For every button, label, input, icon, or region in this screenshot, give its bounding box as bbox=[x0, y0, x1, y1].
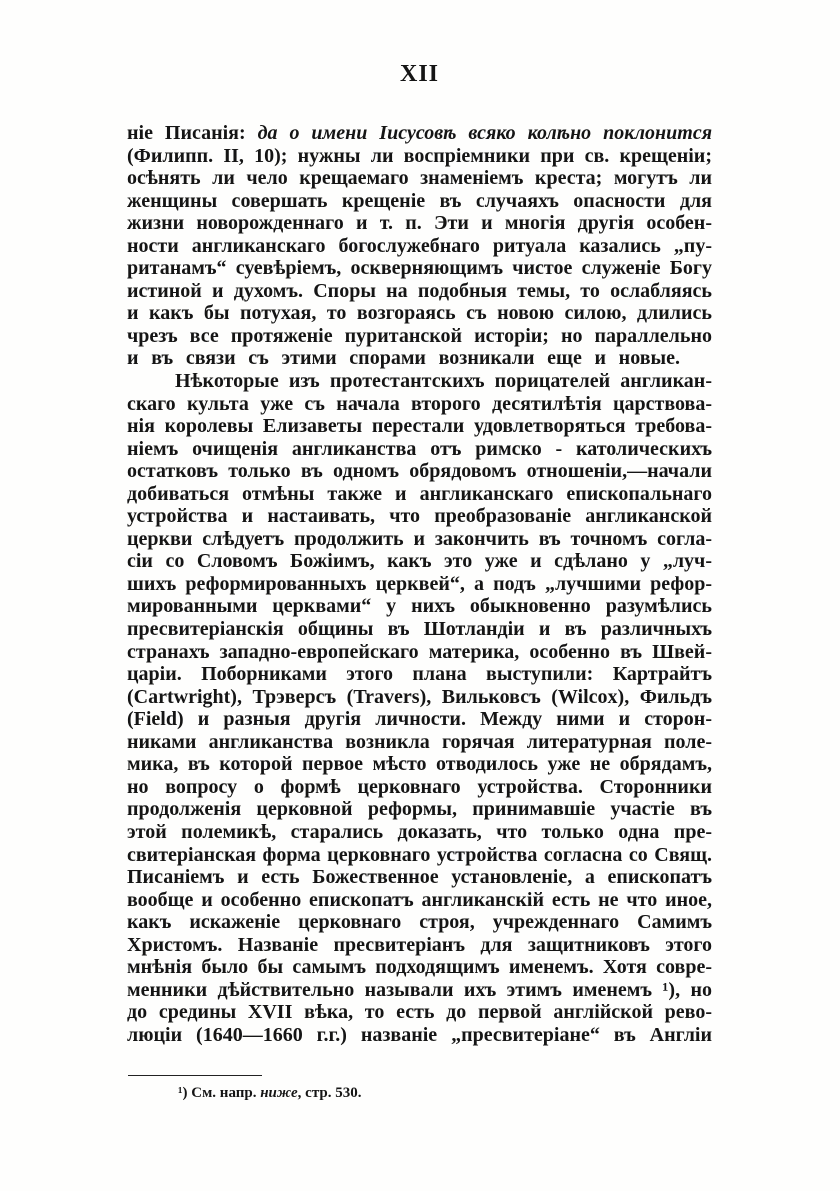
text-line bbox=[127, 844, 712, 867]
paragraph bbox=[127, 122, 712, 370]
footnote-marker: ¹) bbox=[178, 1085, 188, 1101]
text-line-content: до средины XVII вѣка, то есть до первой англійской рево- bbox=[127, 1001, 712, 1024]
text-line-content: продолженія церковной реформы, принимавшіе участіе въ bbox=[127, 798, 712, 821]
text-line bbox=[127, 257, 712, 280]
text-line bbox=[127, 483, 712, 506]
text-line-content: добиваться отмѣны также и англиканскаго епископальнаго bbox=[127, 482, 712, 505]
text-line-content: Нѣкоторые изъ протестантскихъ порицателей англикан- bbox=[175, 370, 712, 393]
text-block bbox=[127, 122, 712, 1046]
text-line bbox=[127, 122, 712, 145]
text-line bbox=[127, 708, 712, 731]
text-line-content bbox=[127, 122, 712, 144]
text-line bbox=[127, 438, 712, 461]
text-line-content: сіи со Словомъ Божіимъ, какъ это уже и сдѣлано у „луч- bbox=[127, 550, 712, 573]
text-line-content: мика, въ которой первое мѣсто отводилось уже не обрядамъ, bbox=[127, 753, 712, 776]
text-line bbox=[127, 370, 712, 393]
text-line-content: мнѣнія было бы самымъ подходящимъ именемъ. Хотя совре- bbox=[127, 956, 712, 979]
text-line bbox=[127, 167, 712, 190]
text-line-content: чрезъ все протяженіе пуританской исторіи; но параллельно bbox=[127, 324, 712, 347]
footnote-text: См. напр. bbox=[191, 1085, 257, 1101]
text-line bbox=[127, 686, 712, 709]
text-line-content: истиной и духомъ. Споры на подобныя темы, то ослабляясь bbox=[127, 279, 712, 302]
text-line bbox=[127, 573, 712, 596]
text-line-content: какъ искаженіе церковнаго строя, учрежденнаго Самимъ bbox=[127, 911, 712, 934]
text-line bbox=[127, 595, 712, 618]
text-line bbox=[127, 1024, 712, 1047]
text-line-content: осѣнять ли чело крещаемаго знаменіемъ креста; могутъ ли bbox=[127, 167, 712, 190]
text-line bbox=[127, 663, 712, 686]
text-line bbox=[127, 347, 712, 370]
text-line-content: женщины совершать крещеніе въ случаяхъ опасности для bbox=[127, 189, 712, 212]
footnote-text: , стр. 530. bbox=[297, 1085, 362, 1101]
text-line-content: Христомъ. Названіе пресвитеріанъ для защитниковъ этого bbox=[127, 933, 712, 956]
text-line bbox=[127, 325, 712, 348]
text-line-content: менники дѣйствительно называли ихъ этимъ именемъ ¹), но bbox=[127, 978, 712, 1001]
text-line-content: Писаніемъ и есть Божественное установленіе, а епископатъ bbox=[127, 866, 712, 889]
text-line-content: свитеріанская форма церковнаго устройства согласна со Свящ. bbox=[127, 843, 712, 866]
text-line-content: ности англиканскаго богослужебнаго ритуала казались „пу- bbox=[127, 234, 712, 257]
paragraph bbox=[127, 370, 712, 1046]
text-line bbox=[127, 753, 712, 776]
text-line-content: и какъ бы потухая, то возгораясь съ новою силою, длились bbox=[127, 302, 712, 325]
text-line bbox=[127, 190, 712, 213]
text-line-content: странахъ западно-европейскаго материка, особенно въ Швей- bbox=[127, 640, 712, 663]
text-line-content: жизни новорожденнаго и т. п. Эти и многія другія особен- bbox=[127, 212, 712, 235]
text-line-content: но вопросу о формѣ церковнаго устройства. Сторонники bbox=[127, 775, 712, 798]
text-line-content: ританамъ“ суевѣріемъ, оскверняющимъ чистое служеніе Богу bbox=[127, 257, 712, 280]
text-line bbox=[127, 302, 712, 325]
text-line bbox=[127, 415, 712, 438]
text-line-content: церкви слѣдуетъ продолжить и закончить въ точномъ согла- bbox=[127, 527, 712, 550]
text-line-content: вообще и особенно епископатъ англиканскій есть не что иное, bbox=[127, 888, 712, 911]
text-line bbox=[127, 889, 712, 912]
text-line bbox=[127, 956, 712, 979]
text-line bbox=[127, 821, 712, 844]
text-line bbox=[127, 235, 712, 258]
text-line-content: (Филипп. II, 10); нужны ли воспріемники при св. крещеніи; bbox=[127, 144, 712, 167]
text-line bbox=[127, 460, 712, 483]
footnote-rule bbox=[128, 1075, 262, 1076]
text-line bbox=[127, 145, 712, 168]
text-line-content: и въ связи съ этими спорами возникали еще и новые. bbox=[127, 347, 680, 370]
text-line-content: никами англиканства возникла горячая литературная поле- bbox=[127, 730, 712, 753]
text-line bbox=[127, 550, 712, 573]
text-line-content: шихъ реформированныхъ церквей“, а подъ „лучшими рефор- bbox=[127, 572, 712, 595]
text-line bbox=[127, 641, 712, 664]
text-line-content: этой полемикѣ, старались доказать, что только одна пре- bbox=[127, 820, 712, 843]
footnote-italic-text: ниже bbox=[260, 1085, 298, 1101]
text-line bbox=[127, 212, 712, 235]
footnote bbox=[178, 1083, 678, 1103]
page-number: XII bbox=[399, 61, 439, 87]
text-line-content: скаго культа уже съ начала второго десятилѣтія царствова- bbox=[127, 392, 712, 415]
text-line-content: пресвитеріанскія общины въ Шотландіи и въ различныхъ bbox=[127, 618, 712, 641]
text-line-content: остатковъ только въ одномъ обрядовомъ отношеніи,—начали bbox=[127, 460, 712, 483]
text-line bbox=[127, 798, 712, 821]
text-line bbox=[127, 776, 712, 799]
text-line bbox=[127, 618, 712, 641]
text-line bbox=[127, 911, 712, 934]
text-line-content: устройства и настаивать, что преобразованіе англиканской bbox=[127, 505, 712, 528]
text-line-content: мированными церквами“ у нихъ обыкновенно разумѣлись bbox=[127, 595, 712, 618]
text-line-content: царіи. Поборниками этого плана выступили: Картрайтъ bbox=[127, 663, 712, 686]
text-line-content: (Field) и разныя другія личности. Между ними и сторон- bbox=[127, 708, 712, 731]
scripture-quote: да о имени Іисусовѣ всяко колѣно поклонится bbox=[257, 122, 712, 144]
text-line bbox=[127, 866, 712, 889]
text-line bbox=[127, 280, 712, 303]
text-line bbox=[127, 979, 712, 1002]
text-line bbox=[127, 1001, 712, 1024]
text-line bbox=[127, 934, 712, 957]
text-line bbox=[127, 528, 712, 551]
text-line-content: люціи (1640—1660 г.г.) названіе „пресвитеріане“ въ Англіи bbox=[127, 1023, 712, 1046]
text-line-content: ніемъ очищенія англиканства отъ римско - католическихъ bbox=[127, 437, 712, 460]
text-line bbox=[127, 731, 712, 754]
text-run: ніе Писанія: bbox=[127, 122, 246, 144]
text-line-content: (Cartwright), Трэверсъ (Travers), Вильковсъ (Wilcox), Фильдъ bbox=[127, 685, 712, 708]
text-line bbox=[127, 505, 712, 528]
text-line-content: нія королевы Елизаветы перестали удовлетворяться требова- bbox=[127, 415, 712, 438]
text-line bbox=[127, 393, 712, 416]
